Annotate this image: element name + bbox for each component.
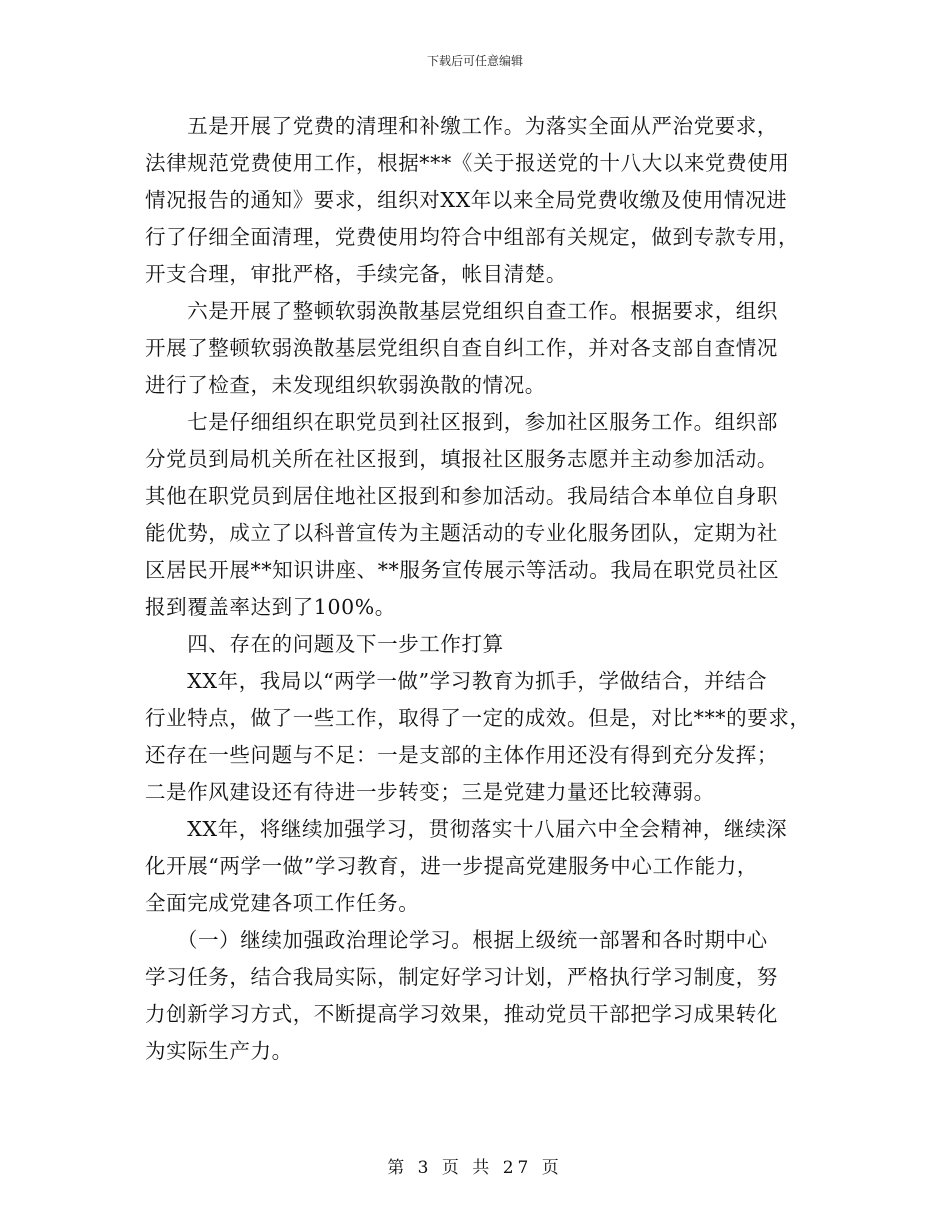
text-line: 行了仔细全面清理，党费使用均符合中组部有关规定，做到专款专用， bbox=[145, 225, 800, 249]
text-line: 开支合理，审批严格，手续完备，帐目清楚。 bbox=[145, 262, 567, 286]
paragraph-achievements-and-shortcomings bbox=[145, 663, 811, 811]
text-line: 能优势，成立了以科普宣传为主题活动的专业化服务团队，定期为社 bbox=[145, 521, 778, 545]
text-line: 学习任务，结合我局实际，制定好学习计划，严格执行学习制度，努 bbox=[145, 965, 778, 989]
section-heading-problems-and-plans bbox=[145, 626, 805, 663]
paragraph-next-year-plan bbox=[145, 811, 805, 922]
text-line: 五是开展了党费的清理和补缴工作。为落实全面从严治党要求， bbox=[145, 114, 778, 138]
text-line: XX年，将继续加强学习，贯彻落实十八届六中全会精神，继续深 bbox=[145, 817, 788, 841]
text-line: 区居民开展**知识讲座、**服务宣传展示等活动。我局在职党员社区 bbox=[145, 558, 780, 582]
text-line: 法律规范党费使用工作，根据***《关于报送党的十八大以来党费使用 bbox=[145, 151, 790, 175]
page-header: 下载后可任意编辑 bbox=[426, 54, 523, 68]
paragraph-political-theory-study bbox=[145, 922, 805, 1070]
paragraph-party-fee bbox=[145, 108, 805, 293]
text-line: 全面完成党建各项工作任务。 bbox=[145, 891, 420, 915]
text-line: 报到覆盖率达到了100%。 bbox=[145, 595, 396, 619]
text-line: 还存在一些问题与不足：一是支部的主体作用还没有得到充分发挥； bbox=[145, 743, 778, 767]
paragraph-rectify-weak-organizations bbox=[145, 293, 805, 404]
text-line: XX年，我局以“两学一做”学习教育为抓手，学做结合，并结合 bbox=[145, 669, 768, 693]
text-line: 六是开展了整顿软弱涣散基层党组织自查工作。根据要求，组织 bbox=[145, 299, 778, 323]
text-line: 开展了整顿软弱涣散基层党组织自查自纠工作，并对各支部自查情况 bbox=[145, 336, 778, 360]
text-line: 为实际生产力。 bbox=[145, 1039, 293, 1063]
text-line: 七是仔细组织在职党员到社区报到，参加社区服务工作。组织部 bbox=[145, 410, 778, 434]
text-line: 二是作风建设还有待进一步转变；三是党建力量还比较薄弱。 bbox=[145, 780, 715, 804]
text-line: 其他在职党员到居住地社区报到和参加活动。我局结合本单位自身职 bbox=[145, 484, 778, 508]
text-line: 行业特点，做了一些工作，取得了一定的成效。但是，对比***的要求， bbox=[145, 706, 811, 730]
document-body bbox=[145, 108, 811, 1070]
page-number-footer: 第 3 页 共 27 页 bbox=[387, 1158, 563, 1178]
text-line: 四、存在的问题及下一步工作打算 bbox=[145, 632, 504, 656]
text-line: 进行了检查，未发现组织软弱涣散的情况。 bbox=[145, 373, 546, 397]
text-line: 化开展“两学一做”学习教育，进一步提高党建服务中心工作能力， bbox=[145, 854, 758, 878]
text-line: 力创新学习方式，不断提高学习效果，推动党员干部把学习成果转化 bbox=[145, 1002, 778, 1026]
text-line: 情况报告的通知》要求，组织对XX年以来全局党费收缴及使用情况进 bbox=[145, 188, 788, 212]
text-line: 分党员到局机关所在社区报到，填报社区服务志愿并主动参加活动。 bbox=[145, 447, 778, 471]
text-line: （一）继续加强政治理论学习。根据上级统一部署和各时期中心 bbox=[145, 928, 768, 952]
paragraph-community-service bbox=[145, 404, 805, 626]
